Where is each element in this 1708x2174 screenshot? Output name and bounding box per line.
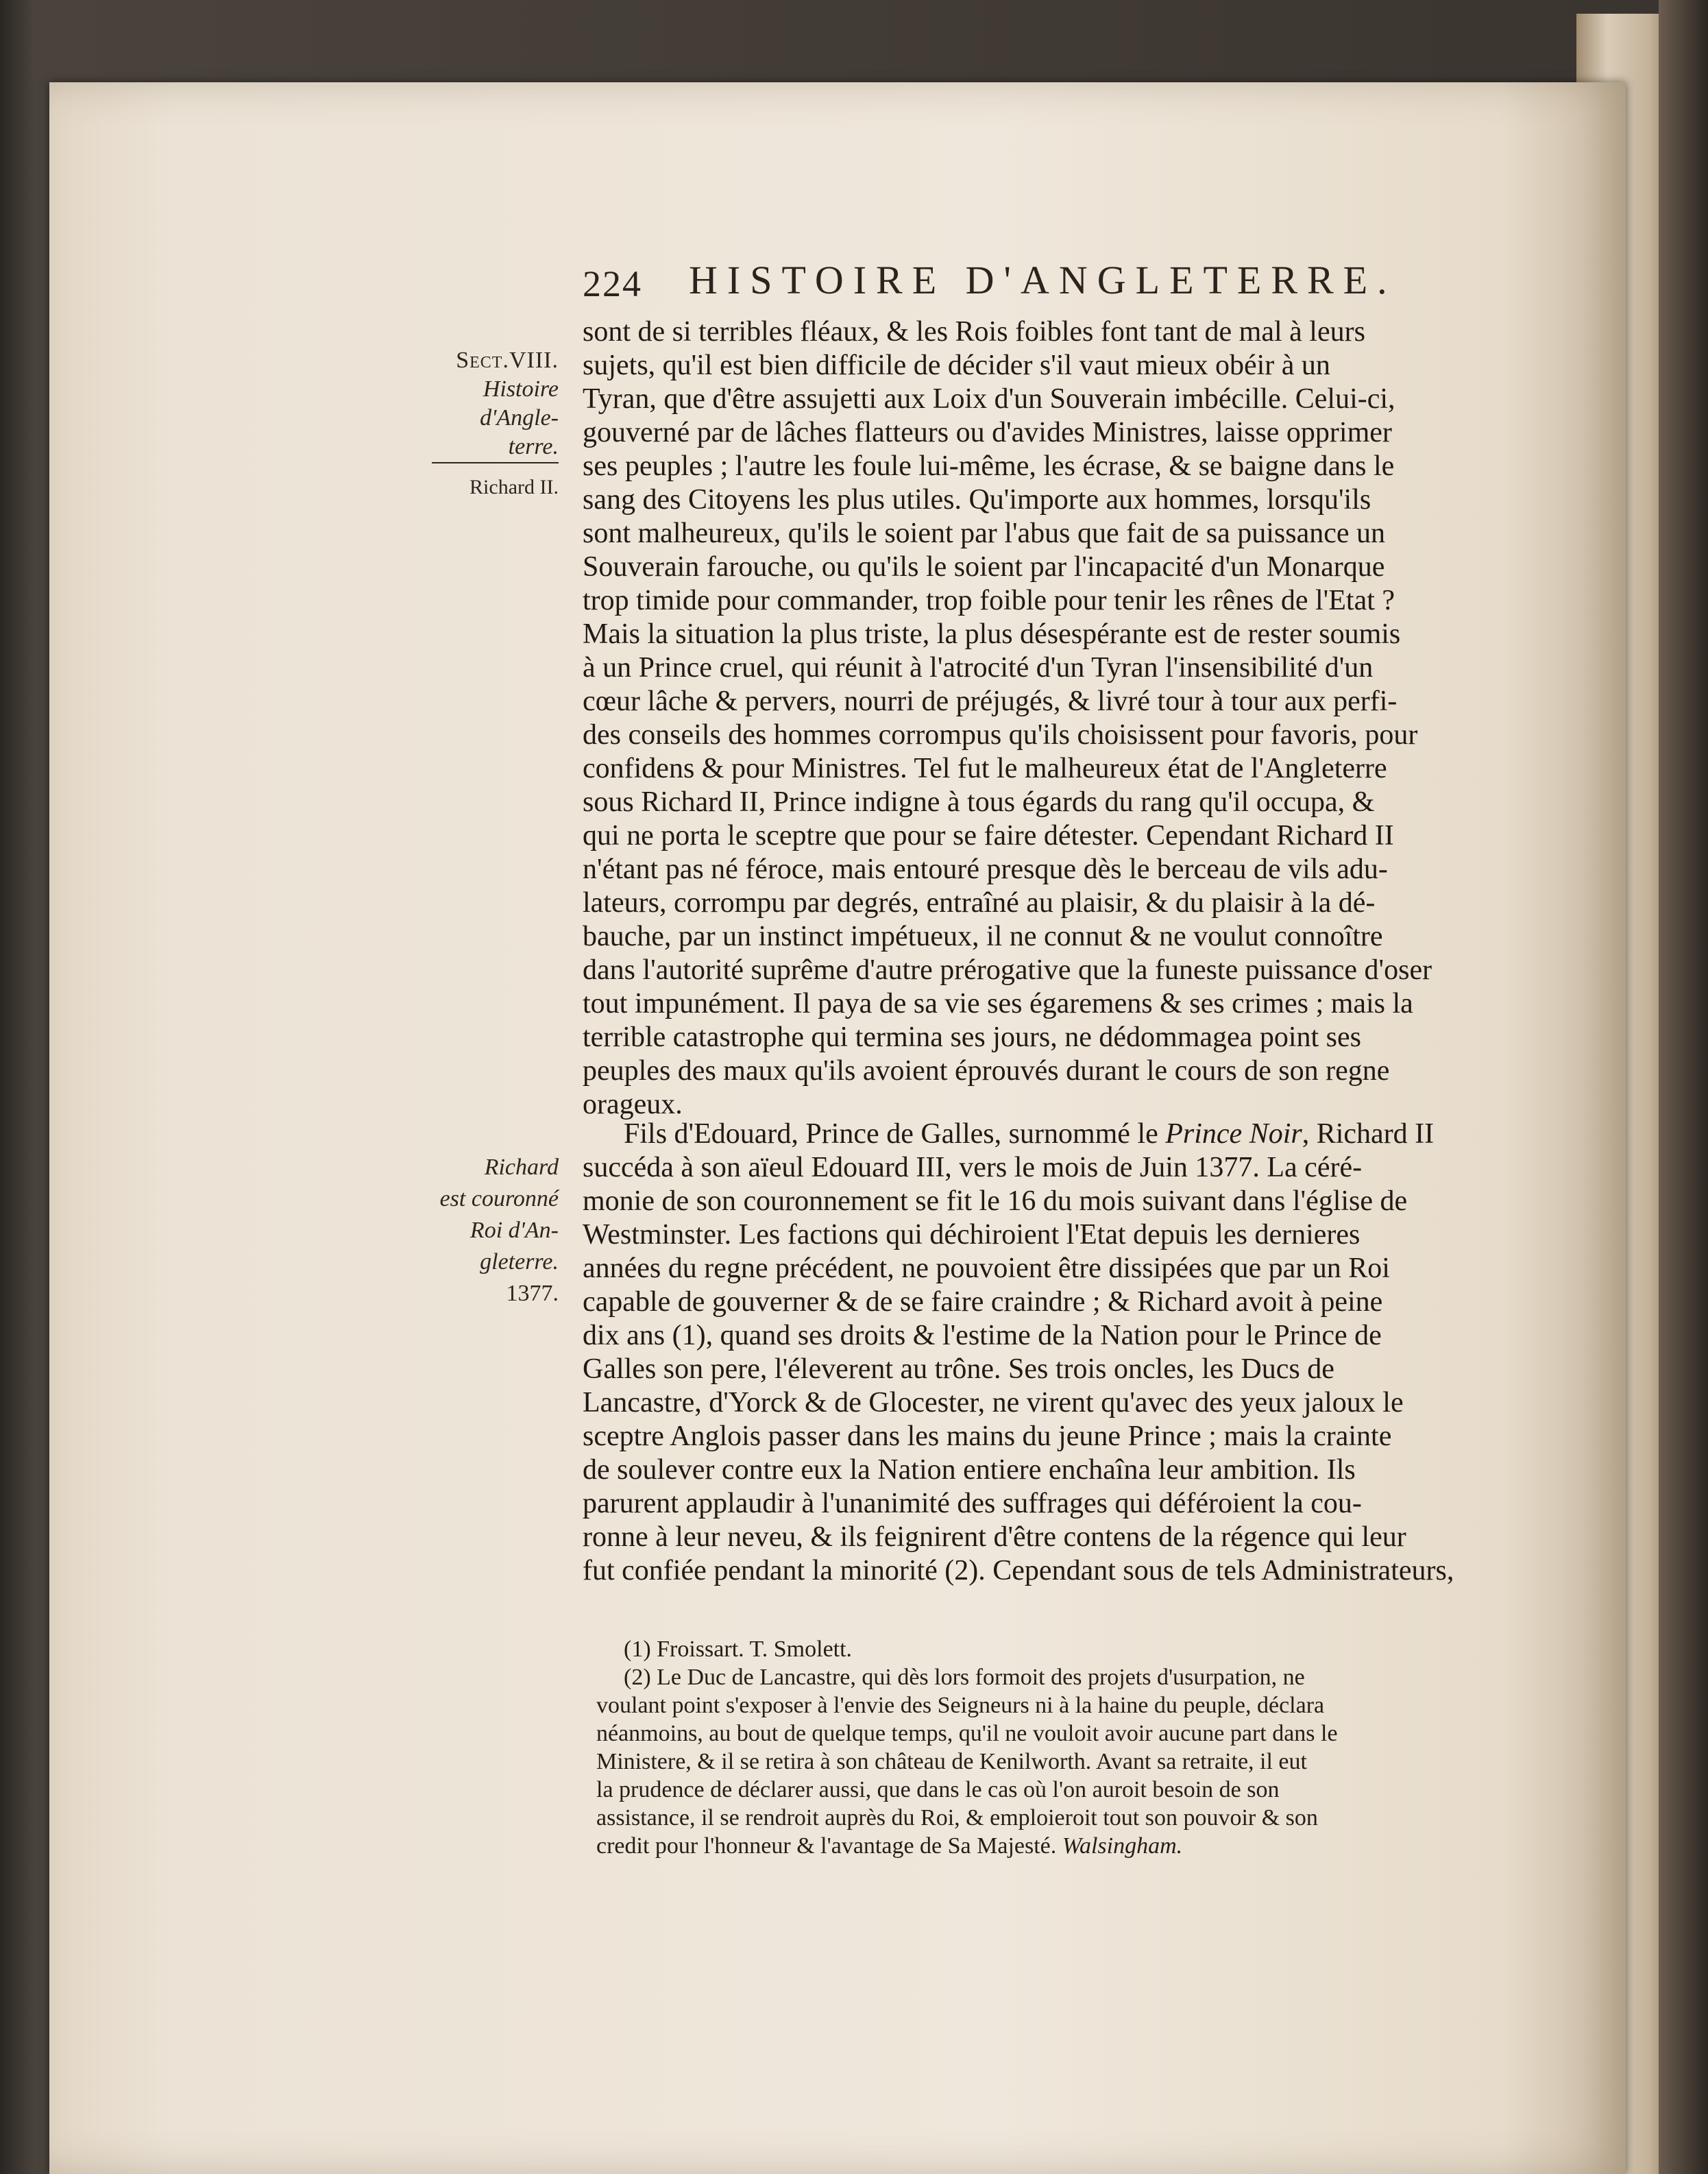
footnote-2-last-line	[596, 1832, 1542, 1860]
text-run: Fils d'Edouard, Prince de Galles, surnommé le	[624, 1118, 1166, 1150]
text-line: monie de son couronnement se fit le 16 du mois suivant dans l'église de	[583, 1185, 1408, 1217]
margin-note-reign: Richard II.	[469, 476, 559, 498]
margin-rule	[432, 461, 559, 463]
coronation-year: 1377.	[506, 1281, 559, 1306]
text-line: Lancastre, d'Yorck & de Glocester, ne virent qu'avec des yeux jaloux le	[583, 1387, 1404, 1418]
book-spine-shadow	[1659, 0, 1708, 2174]
running-head	[583, 257, 1446, 305]
coronation-note-2: est couronné	[439, 1186, 559, 1211]
text-line: fut confiée pendant la minorité (2). Cependant sous de tels Administrateurs,	[583, 1555, 1454, 1586]
footnote-2-line: (2) Le Duc de Lancastre, qui dès lors formoit des projets d'usurpation, ne	[624, 1665, 1305, 1690]
text-line: Souverain farouche, ou qu'ils le soient par l'incapacité d'un Monarque	[583, 551, 1385, 583]
text-line: n'étant pas né féroce, mais entouré presque dès le berceau de vils adu-	[583, 854, 1388, 885]
text-line: gouverné par de lâches flatteurs ou d'avides Ministres, laisse opprimer	[583, 417, 1392, 448]
text-line: sous Richard II, Prince indigne à tous égards du rang qu'il occupa, &	[583, 786, 1375, 818]
footnote-2-line: assistance, il se rendroit auprès du Roi, & emploieroit tout son pouvoir & son	[596, 1805, 1318, 1831]
footnote-2-line: voulant point s'exposer à l'envie des Seigneurs ni à la haine du peuple, déclara	[596, 1693, 1325, 1718]
text-line: trop timide pour commander, trop foible pour tenir les rênes de l'Etat ?	[583, 585, 1395, 616]
epithet-prince-noir: Prince Noir	[1165, 1118, 1302, 1150]
text-run: , Richard II	[1302, 1118, 1435, 1150]
margin-note-section	[411, 346, 559, 463]
text-line-first	[583, 1118, 1542, 1151]
footnote-source: Walsingham.	[1062, 1833, 1183, 1859]
text-line: lateurs, corrompu par degrés, entraîné au plaisir, & du plaisir à la dé-	[583, 887, 1376, 919]
paragraph-1	[583, 315, 1542, 1122]
text-line: qui ne porta le sceptre que pour se faire détester. Cependant Richard II	[583, 820, 1394, 852]
text-line: sang des Citoyens les plus utiles. Qu'importe aux hommes, lorsqu'ils	[583, 484, 1371, 516]
text-line: bauche, par un instinct impétueux, il ne connut & ne voulut connoître	[583, 921, 1383, 952]
text-line: dix ans (1), quand ses droits & l'estime de la Nation pour le Prince de	[583, 1320, 1382, 1351]
text-line: Mais la situation la plus triste, la plus désespérante est de rester soumis	[583, 618, 1401, 650]
text-line: sont de si terribles fléaux, & les Rois foibles font tant de mal à leurs	[583, 316, 1365, 348]
paragraph-2	[583, 1118, 1542, 1588]
margin-note-coronation	[411, 1152, 559, 1309]
text-line: des conseils des hommes corrompus qu'ils choisissent pour favoris, pour	[583, 719, 1418, 751]
text-line: années du regne précédent, ne pouvoient être dissipées que par un Roi	[583, 1253, 1390, 1284]
footnote-2-line: la prudence de déclarer aussi, que dans le cas où l'on auroit besoin de son	[596, 1777, 1280, 1802]
text-line: cœur lâche & pervers, nourri de préjugés, & livré tour à tour aux perfi-	[583, 686, 1398, 717]
text-line: dans l'autorité suprême d'autre prérogative que la funeste puissance d'oser	[583, 954, 1432, 986]
text-line: parurent applaudir à l'unanimité des suffrages qui déféroient la cou-	[583, 1488, 1362, 1519]
section-label: Sect.VIII.	[456, 348, 559, 373]
text-line: orageux.	[583, 1089, 683, 1120]
text-line: sujets, qu'il est bien difficile de décider s'il vaut mieux obéir à un	[583, 350, 1330, 381]
text-run: credit pour l'honneur & l'avantage de Sa Majesté.	[596, 1833, 1062, 1859]
text-line: de soulever contre eux la Nation entiere enchaîna leur ambition. Ils	[583, 1454, 1356, 1486]
text-line: succéda à son aïeul Edouard III, vers le mois de Juin 1377. La céré-	[583, 1152, 1363, 1183]
text-line: Westminster. Les factions qui déchiroient l'Etat depuis les dernieres	[583, 1219, 1361, 1251]
text-line: Tyran, que d'être assujetti aux Loix d'un Souverain imbécille. Celui-ci,	[583, 383, 1395, 415]
text-line: sont malheureux, qu'ils le soient par l'abus que fait de sa puissance un	[583, 518, 1386, 549]
text-line: tout impunément. Il paya de sa vie ses égaremens & ses crimes ; mais la	[583, 988, 1413, 1019]
section-subject-1: Histoire	[483, 376, 559, 402]
text-line: terrible catastrophe qui termina ses jours, ne dédommagea point ses	[583, 1022, 1361, 1053]
coronation-note-3: Roi d'An-	[469, 1218, 559, 1243]
text-line: ronne à leur neveu, & ils feignirent d'être contens de la régence qui leur	[583, 1521, 1406, 1553]
text-line: Galles son pere, l'éleverent au trône. Ses trois oncles, les Ducs de	[583, 1353, 1334, 1385]
coronation-note-4: gleterre.	[480, 1249, 559, 1275]
text-line: peuples des maux qu'ils avoient éprouvés durant le cours de son regne	[583, 1055, 1390, 1087]
section-subject-3: terre.	[508, 434, 559, 459]
text-line: confidens & pour Ministres. Tel fut le malheureux état de l'Angleterre	[583, 753, 1387, 784]
footnotes	[596, 1635, 1542, 1860]
text-line: ses peuples ; l'autre les foule lui-même, les écrase, & se baigne dans le	[583, 450, 1395, 482]
running-title: HISTOIRE D'ANGLETERRE.	[689, 258, 1397, 302]
footnote-2-line: néanmoins, au bout de quelque temps, qu'il ne vouloit avoir aucune part dans le	[596, 1721, 1338, 1746]
coronation-note-1: Richard	[484, 1155, 559, 1180]
footnote-2-line: Ministere, & il se retira à son château de Kenilworth. Avant sa retraite, il eut	[596, 1749, 1307, 1774]
section-subject-2: d'Angle-	[480, 405, 559, 431]
text-line: sceptre Anglois passer dans les mains du jeune Prince ; mais la crainte	[583, 1421, 1392, 1452]
text-line: capable de gouverner & de se faire craindre ; & Richard avoit à peine	[583, 1286, 1383, 1318]
footnote-1: (1) Froissart. T. Smolett.	[624, 1636, 853, 1662]
text-line: à un Prince cruel, qui réunit à l'atrocité d'un Tyran l'insensibilité d'un	[583, 652, 1374, 684]
page-number: 224	[583, 263, 642, 304]
